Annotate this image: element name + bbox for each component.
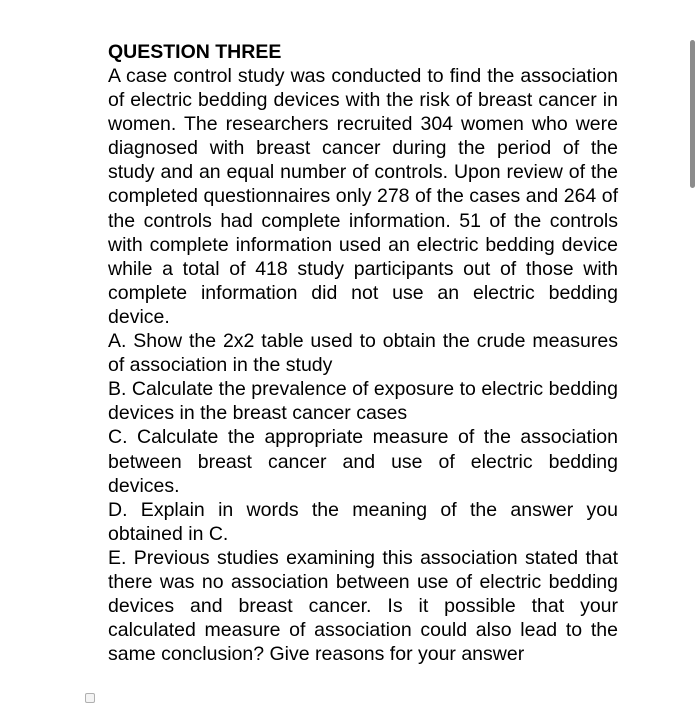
question-part-b: B. Calculate the prevalence of exposure to electric bedding devices in the breast cancer cases: [108, 378, 618, 425]
vertical-scrollbar[interactable]: [690, 40, 695, 188]
question-intro: A case control study was conducted to find the association of electric bedding devices with the risk of breast cancer in women. The researchers recruited 304 women who were diagnosed with breast cancer during the period of the study and an equal number of controls. Upon review of the completed questionnaires only 278 of the cases and 264 of the controls had complete information. 51 of the controls with complete information used an electric bedding device while a total of 418 study participants out of those with complete information did not use an electric bedding device.: [108, 65, 618, 328]
question-title: QUESTION THREE: [108, 41, 282, 63]
question-part-d: D. Explain in words the meaning of the answer you obtained in C.: [108, 498, 618, 545]
question-part-e: E. Previous studies examining this association stated that there was no association between use of electric bedding devices and breast cancer. Is it possible that your calculated measure of association could also lead to the same conclusion? Give reasons for your answer: [108, 546, 618, 666]
document-body: [108, 40, 618, 666]
question-part-c: C. Calculate the appropriate measure of the association between breast cancer and use of electric bedding devices.: [108, 426, 618, 497]
question-part-a: A. Show the 2x2 table used to obtain the crude measures of association in the study: [108, 330, 618, 377]
checkbox-icon: [85, 693, 95, 703]
